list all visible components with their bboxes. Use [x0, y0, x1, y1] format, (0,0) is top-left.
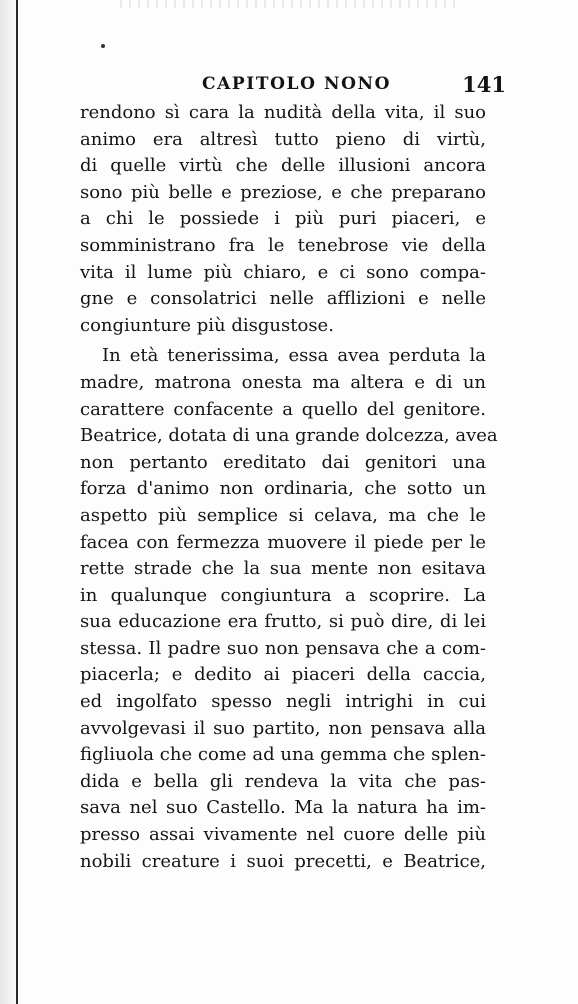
text-line: facea con fermezza muovere il piede per le — [80, 531, 486, 553]
text-line: in qualunque congiuntura a scoprire. La — [80, 584, 486, 606]
text-line: nobili creature i suoi precetti, e Beatrice, — [80, 850, 486, 872]
paragraph-start-line: In età tenerissima, essa avea perduta la — [102, 345, 486, 367]
text-line: animo era altresì tutto pieno di virtù, — [80, 128, 486, 150]
text-line: Beatrice, dotata di una grande dolcezza, avea — [80, 425, 498, 447]
page-top-specks — [120, 0, 460, 8]
body-text — [80, 100, 498, 875]
text-line: sono più belle e preziose, e che preparano — [80, 181, 486, 203]
page-header — [80, 72, 510, 100]
text-line: aspetto più semplice si celava, ma che le — [80, 504, 486, 526]
text-line: presso assai vivamente nel cuore delle più — [80, 824, 486, 846]
text-line: a chi le possiede i più puri piaceri, e — [80, 208, 486, 230]
text-line: carattere confacente a quello del genitore. — [80, 398, 486, 420]
text-line: stessa. Il padre suo non pensava che a com- — [80, 637, 486, 659]
text-line: ed ingolfato spesso negli intrighi in cui — [80, 691, 486, 713]
paragraph-end-line: congiunture più disgustose. — [80, 314, 334, 336]
text-line: non pertanto ereditato dai genitori una — [80, 451, 486, 473]
text-line: dida e bella gli rendeva la vita che pas- — [80, 770, 486, 792]
ink-dot — [101, 44, 105, 48]
text-line: sava nel suo Castello. Ma la natura ha im- — [80, 797, 486, 819]
text-line: avvolgevasi il suo partito, non pensava alla — [80, 717, 486, 739]
binding-edge-line — [16, 0, 18, 1004]
text-line: vita il lume più chiaro, e ci sono compa- — [80, 261, 486, 283]
text-line: di quelle virtù che delle illusioni ancora — [80, 155, 486, 177]
text-line: somministrano fra le tenebrose vie della — [80, 234, 486, 256]
page-number: 141 — [462, 72, 506, 97]
text-line: piacerla; e dedito ai piaceri della caccia, — [80, 664, 486, 686]
text-line: madre, matrona onesta ma altera e di un — [80, 371, 486, 393]
running-title: CAPITOLO NONO — [202, 74, 392, 94]
text-line: rette strade che la sua mente non esitava — [80, 558, 486, 580]
binding-gutter — [0, 0, 16, 1004]
text-line: sua educazione era frutto, si può dire, di lei — [80, 611, 486, 633]
text-line: gne e consolatrici nelle afflizioni e nelle — [80, 288, 486, 310]
text-line: forza d'animo non ordinaria, che sotto un — [80, 478, 486, 500]
text-line: rendono sì cara la nudità della vita, il suo — [80, 102, 486, 123]
text-line: figliuola che come ad una gemma che splen- — [80, 744, 486, 766]
